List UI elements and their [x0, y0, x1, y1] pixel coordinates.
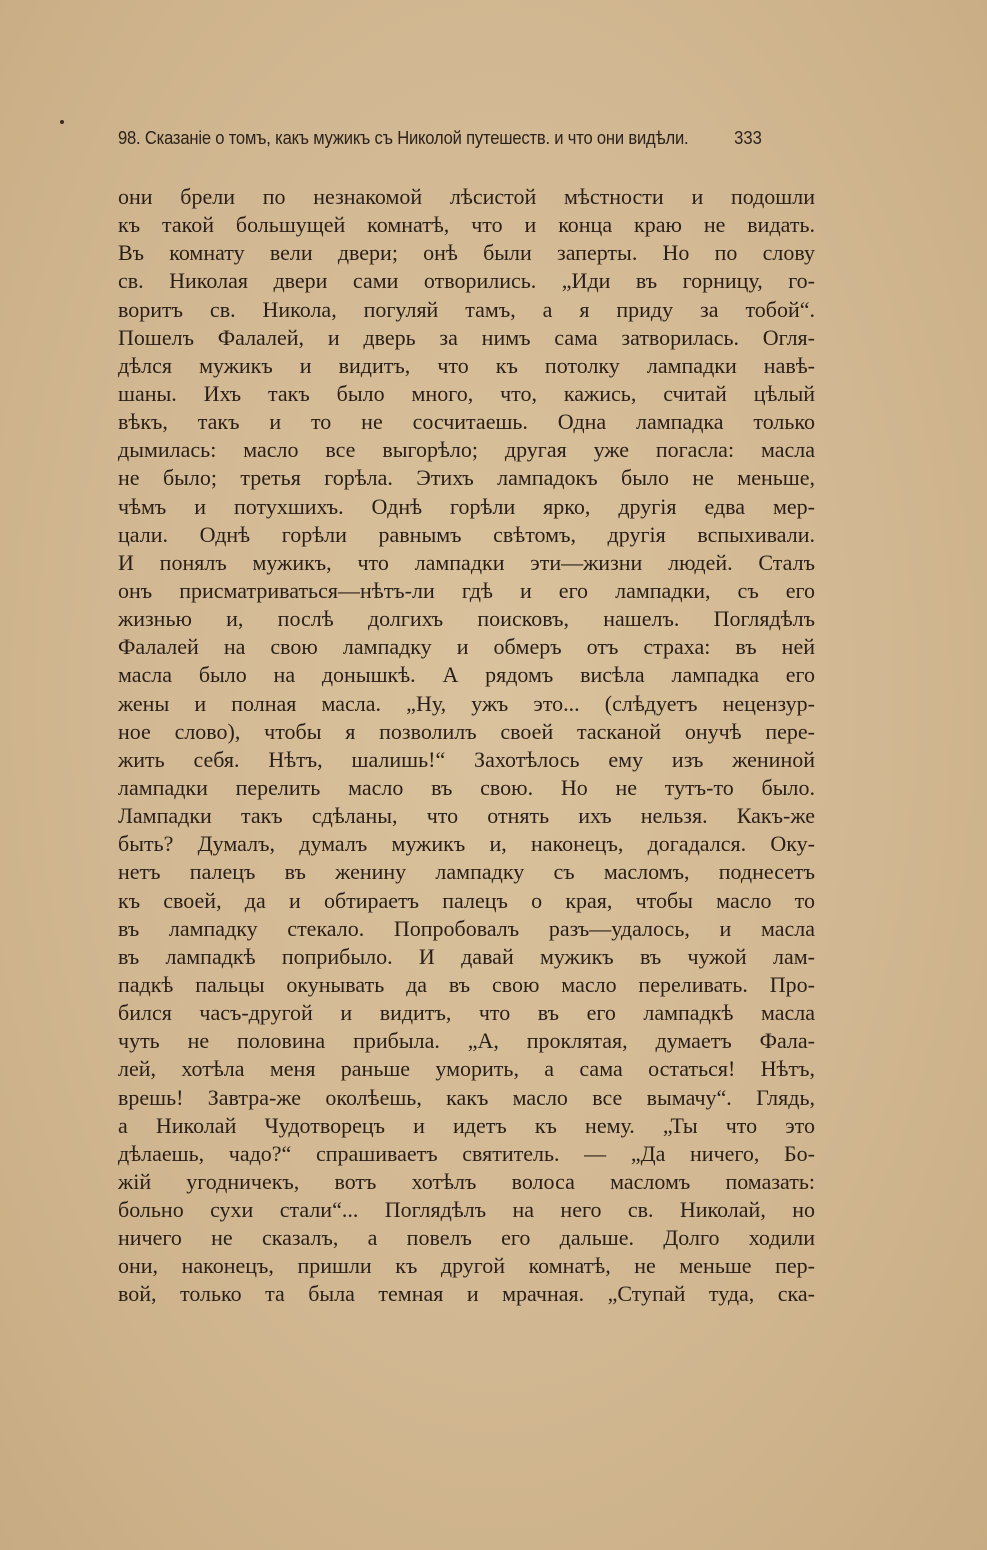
running-header [118, 128, 762, 158]
text-line: чуть не половина прибыла. „А, проклятая, думаетъ Фала- [118, 1028, 815, 1054]
text-line: нетъ палецъ въ женину лампадку съ масломъ, поднесетъ [118, 859, 815, 885]
text-line: дѣлся мужикъ и видитъ, что къ потолку лампадки навѣ- [118, 352, 815, 378]
text-line: дѣлаешь, чадо?“ спрашиваетъ святитель. — „Да ничего, Бо- [118, 1140, 815, 1166]
text-line: быть? Думалъ, думалъ мужикъ и, наконецъ, догадался. Оку- [118, 831, 815, 857]
text-line: ное слово), чтобы я позволилъ своей тасканой онучѣ пере- [118, 718, 815, 744]
text-line: въ лампадку стекало. Попробовалъ разъ—удалось, и масла [118, 915, 815, 941]
text-line: И понялъ мужикъ, что лампадки эти—жизни людей. Сталъ [118, 549, 815, 575]
header-title: 98. Сказаніе о томъ, какъ мужикъ съ Николой путешеств. и что они видѣли. [118, 128, 689, 148]
text-line: цали. Однѣ горѣли равнымъ свѣтомъ, другія вспыхивали. [118, 521, 815, 547]
text-line: лампадки перелить масло въ свою. Но не тутъ-то было. [118, 774, 815, 800]
text-line: врешь! Завтра-же околѣешь, какъ масло все вымачу“. Глядь, [118, 1084, 815, 1110]
text-line: больно сухи стали“... Поглядѣлъ на него св. Николай, но [118, 1197, 815, 1223]
text-line: жены и полная масла. „Ну, ужъ это... (слѣдуетъ нецензур- [118, 690, 815, 716]
text-line: а Николай Чудотворецъ и идетъ къ нему. „Ты что это [118, 1112, 815, 1138]
text-line: ничего не сказалъ, а повелъ его дальше. Долго ходили [118, 1225, 815, 1251]
text-line: бился часъ-другой и видитъ, что въ его лампадкѣ масла [118, 1000, 815, 1026]
text-line: онъ присматриваться—нѣтъ-ли гдѣ и его лампадки, съ его [118, 577, 815, 603]
text-line: вѣкъ, такъ и то не сосчитаешь. Одна лампадка только [118, 409, 815, 435]
text-line: они брели по незнакомой лѣсистой мѣстности и подошли [118, 184, 815, 209]
text-line: падкѣ пальцы окунывать да въ свою масло переливать. Про- [118, 971, 815, 997]
text-line: Пошелъ Фалалей, и дверь за нимъ сама затворилась. Огля- [118, 324, 815, 350]
text-line: жій угодничекъ, вотъ хотѣлъ волоса масломъ помазать: [118, 1168, 815, 1194]
text-line: жизнью и, послѣ долгихъ поисковъ, нашелъ. Поглядѣлъ [118, 606, 815, 632]
text-line: въ лампадкѣ поприбыло. И давай мужикъ въ чужой лам- [118, 943, 815, 969]
text-line: Въ комнату вели двери; онѣ были заперты. Но по слову [118, 240, 815, 266]
text-line: къ своей, да и обтираетъ палецъ о края, чтобы масло то [118, 887, 815, 913]
page-number: 333 [734, 128, 762, 148]
text-line: масла было на донышкѣ. А рядомъ висѣла лампадка его [118, 662, 815, 688]
text-line: Лампадки такъ сдѣланы, что отнять ихъ нельзя. Какъ-же [118, 803, 815, 829]
text-line: дымилась: масло все выгорѣло; другая уже погасла: масла [118, 437, 815, 463]
text-line: лей, хотѣла меня раньше уморить, а сама остаться! Нѣтъ, [118, 1056, 815, 1082]
text-line: воритъ св. Никола, погуляй тамъ, а я приду за тобой“. [118, 296, 815, 322]
body-text [118, 183, 815, 1309]
text-line: они, наконецъ, пришли къ другой комнатѣ, не меньше пер- [118, 1253, 815, 1279]
text-line: вой, только та была темная и мрачная. „Ступай туда, ска- [118, 1281, 815, 1307]
text-line: къ такой большущей комнатѣ, что и конца краю не видать. [118, 212, 815, 238]
text-line: жить себя. Нѣтъ, шалишь!“ Захотѣлось ему изъ жениной [118, 746, 815, 772]
text-line: св. Николая двери сами отворились. „Иди въ горницу, го- [118, 268, 815, 294]
text-line: Фалалей на свою лампадку и обмеръ отъ страха: въ ней [118, 634, 815, 660]
text-line: шаны. Ихъ такъ было много, что, кажись, считай цѣлый [118, 380, 815, 406]
text-line: не было; третья горѣла. Этихъ лампадокъ было не меньше, [118, 465, 815, 491]
page-speck [60, 120, 64, 124]
text-line: чѣмъ и потухшихъ. Однѣ горѣли ярко, другія едва мер- [118, 493, 815, 519]
